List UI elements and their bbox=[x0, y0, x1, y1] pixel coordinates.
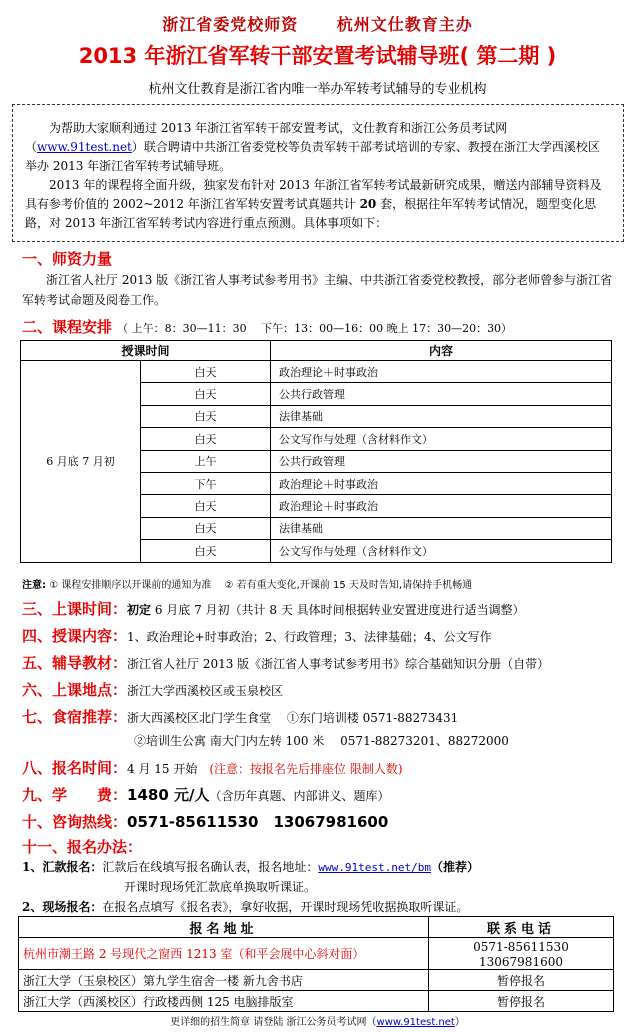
footer: 更详细的招生简章 请登陆 浙江公务员考试网（www.91test.net） bbox=[170, 1017, 465, 1028]
textbook-row: 五、辅导教材：浙江省人社厅 2013 版《浙江省人事考试参考用书》综合基础知识分册（自带） bbox=[22, 654, 550, 672]
lodging-row: 七、食宿推荐：浙大西溪校区北门学生食堂 ①东门培训楼 0571-88273431 bbox=[22, 708, 459, 726]
table-row: 白天 政治理论＋时事政治 bbox=[21, 495, 612, 517]
method-1-line2: 开课时现场凭汇款底单换取听课证。 bbox=[124, 880, 317, 894]
schedule-hours: （ 上午：8：30—11：30 下午：13：00—16：00 晚上 17：30—20：30） bbox=[117, 322, 513, 335]
table-row: 白天 公文写作与处理（含材料作文） bbox=[21, 428, 612, 450]
table-row: 下午 政治理论＋时事政治 bbox=[21, 472, 612, 494]
teachers-text: 浙江省人社厅 2013 版《浙江省人事考试参考用书》主编、中共浙江省委党校教授，部分老师曾参与浙江省军转考试命题及阅卷工作。 bbox=[22, 273, 613, 307]
banner-right: 杭州文仕教育主办 bbox=[336, 15, 473, 34]
hotline-number: 0571-85611530 13067981600 bbox=[127, 813, 389, 831]
schedule-heading-row bbox=[22, 316, 512, 337]
schedule-note: 注意: ① 课程安排顺序以开课前的通知为准 ② 若有重大变化,开课前 15 天及时告知,请保持手机畅通 bbox=[22, 580, 473, 591]
registration-header-row bbox=[19, 917, 614, 938]
signup-link[interactable]: www.91test.net/bm bbox=[318, 861, 431, 874]
class-time-row: 三、上课时间：初定 6 月底 7 月初（共计 8 天 具体时间根据转业安置进度进行适当调整） bbox=[22, 600, 525, 618]
signup-time-row: 八、报名时间：4 月 15 开始 (注意：按报名先后排座位 限制人数) bbox=[22, 759, 403, 777]
method-2: 2、现场报名：在报名点填写《报名表》，拿好收据，开课时现场凭收据换取听课证。 bbox=[22, 900, 469, 914]
page-title: 2013 年浙江省军转干部安置考试辅导班( 第二期 ) bbox=[78, 44, 557, 68]
table-row: 白天 法律基础 bbox=[21, 517, 612, 539]
method-heading: 十一、报名办法： bbox=[22, 838, 143, 856]
method-1: 1、汇款报名：汇款后在线填写报名确认表，报名地址：www.91test.net/bm（推荐） bbox=[22, 860, 479, 874]
table-row: 6 月底 7 月初 白天 政治理论＋时事政治 bbox=[21, 361, 612, 383]
table-row: 上午 公共行政管理 bbox=[21, 450, 612, 472]
lodging-row-2: ②培训生公寓 南大门内左转 100 米 0571-88273201、88272000 bbox=[134, 734, 509, 748]
schedule-date: 6 月底 7 月初 bbox=[21, 361, 141, 563]
schedule-heading: 二、课程安排 bbox=[22, 318, 113, 336]
location-row: 六、上课地点：浙江大学西溪校区或玉泉校区 bbox=[22, 681, 284, 699]
page-subtitle: 杭州文仕教育是浙江省内唯一举办军转考试辅导的专业机构 bbox=[148, 82, 487, 97]
intro-site-link[interactable]: www.91test.net bbox=[37, 140, 132, 154]
fee-row: 九、学 费：1480 元/人（含历年真题、内部讲义、题库） bbox=[22, 786, 390, 804]
col-time-header: 授课时间 bbox=[21, 341, 271, 361]
table-row: 白天 公共行政管理 bbox=[21, 383, 612, 405]
signup-note: (注意：按报名先后排座位 限制人数) bbox=[209, 762, 403, 776]
col-content-header: 内容 bbox=[271, 341, 612, 361]
intro-paragraph-2: 2013 年的课程将全面升级，独家发布针对 2013 年浙江省军转考试最新研究成果，赠送内部辅导资料及具有参考价值的 2002~2012 年浙江省军转安置考试真题共计 20 套，根据往年军转考试情况，题型变化思路，对 2013 年浙江省军转考试内容进行重点预测。具体事项如下： bbox=[25, 178, 602, 230]
hotline-row: 十、咨询热线：0571-85611530 13067981600 bbox=[22, 813, 389, 831]
table-row: 杭州市潮王路 2 号现代之窗西 1213 室（和平会展中心斜对面） 0571-85611530 13067981600 bbox=[19, 938, 614, 970]
table-row: 浙江大学（西溪校区）行政楼西侧 125 电脑排版室 暂停报名 bbox=[19, 991, 614, 1012]
top-banner bbox=[0, 12, 635, 35]
schedule-header-row bbox=[21, 341, 612, 361]
intro-paragraph-1: 为帮助大家顺利通过 2013 年浙江省军转干部安置考试，文仕教育和浙江公务员考试网（www.91test.net）联合聘请中共浙江省委党校等负责军转干部考试培训的专家、教授在浙江大学西溪校区举办 2013 年浙江省军转考试辅导班。 bbox=[25, 121, 600, 173]
fee-amount: 1480 元/人 bbox=[127, 786, 210, 804]
col-address-header: 报名地址 bbox=[19, 917, 429, 938]
table-row: 浙江大学（玉泉校区）第九学生宿舍一楼 新九舍书店 暂停报名 bbox=[19, 970, 614, 991]
teachers-heading: 一、师资力量 bbox=[22, 250, 113, 268]
registration-table bbox=[18, 916, 614, 1012]
footer-site-link[interactable]: www.91test.net bbox=[376, 1017, 455, 1028]
schedule-table bbox=[20, 340, 612, 563]
course-content-row: 四、授课内容：1、政治理论+时事政治；2、行政管理；3、法律基础；4、公文写作 bbox=[22, 627, 492, 645]
exam-set-count: 20 bbox=[359, 197, 377, 211]
intro-box bbox=[12, 104, 624, 242]
col-phone-header: 联系电话 bbox=[429, 917, 614, 938]
banner-left: 浙江省委党校师资 bbox=[162, 15, 299, 34]
table-row: 白天 法律基础 bbox=[21, 405, 612, 427]
table-row: 白天 公文写作与处理（含材料作文） bbox=[21, 540, 612, 562]
